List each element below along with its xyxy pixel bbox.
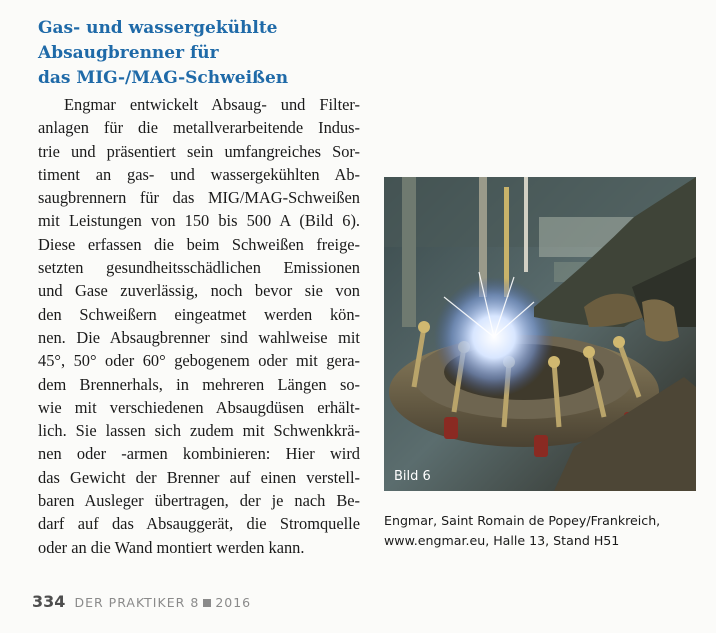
body-line: 45°, 50° oder 60° gebogenem oder mit gera- — [38, 351, 360, 371]
figure-caption — [384, 511, 704, 551]
issue-number: 8 — [190, 595, 200, 610]
body-line: setzten gesundheitsschädlichen Emissionen — [38, 258, 360, 278]
body-line: den Schweißern eingeatmet werden kön- — [38, 304, 360, 324]
body-line: nen. Die Absaugbrenner sind wahlweise mit — [38, 327, 360, 347]
body-line: timent an gas- und wassergekühlten Ab- — [38, 164, 360, 184]
page-number: 334 — [32, 592, 66, 611]
welding-scene-illustration — [384, 177, 696, 491]
body-line: und Gase zuverlässig, noch bevor sie von — [38, 281, 360, 301]
body-line: Diese erfassen die beim Schweißen freige- — [38, 234, 360, 254]
separator-square — [203, 599, 211, 607]
headline-line: Absaugbrenner für — [38, 43, 219, 63]
body-line: lich. Sie lassen sich zudem mit Schwenkkrä- — [38, 421, 360, 441]
caption-line: www.engmar.eu, Halle 13, Stand H51 — [384, 533, 620, 548]
caption-line: Engmar, Saint Romain de Popey/Frankreich, — [384, 513, 661, 528]
body-line: dem Brennerhals, in mehreren Längen so- — [38, 374, 360, 394]
headline-line: das MIG-/MAG-Schweißen — [38, 68, 289, 88]
article-headline — [38, 16, 368, 91]
body-line: Engmar entwickelt Absaug- und Filter- — [64, 95, 360, 114]
body-line: nen oder -armen kombinieren: Hier wird — [38, 444, 360, 464]
body-line: baren Ausleger übertragen, der je nach Be- — [38, 491, 360, 511]
body-line: mit Leistungen von 150 bis 500 A (Bild 6). — [38, 211, 360, 231]
headline-line: Gas- und wassergekühlte — [38, 18, 278, 38]
body-line: saugbrennern für das MIG/MAG-Schweißen — [38, 188, 360, 208]
issue-year: 2016 — [215, 595, 252, 610]
body-line: oder an die Wand montiert werden kann. — [38, 537, 305, 557]
body-line: anlagen für die metallverarbeitende Indus- — [38, 118, 360, 138]
magazine-name: DER PRAKTIKER — [74, 595, 186, 610]
body-line: darf auf das Absauggerät, die Stromquelle — [38, 514, 360, 534]
welding-photo — [384, 177, 696, 491]
body-line: wie mit verschiedenen Absaugdüsen erhält- — [38, 397, 360, 417]
figure-label: Bild 6 — [394, 469, 431, 484]
article-body — [38, 93, 360, 559]
body-line: trie und präsentiert sein umfangreiches Sor- — [38, 141, 360, 161]
body-line: das Gewicht der Brenner auf einen verstell- — [38, 467, 360, 487]
page-footer — [32, 592, 251, 611]
